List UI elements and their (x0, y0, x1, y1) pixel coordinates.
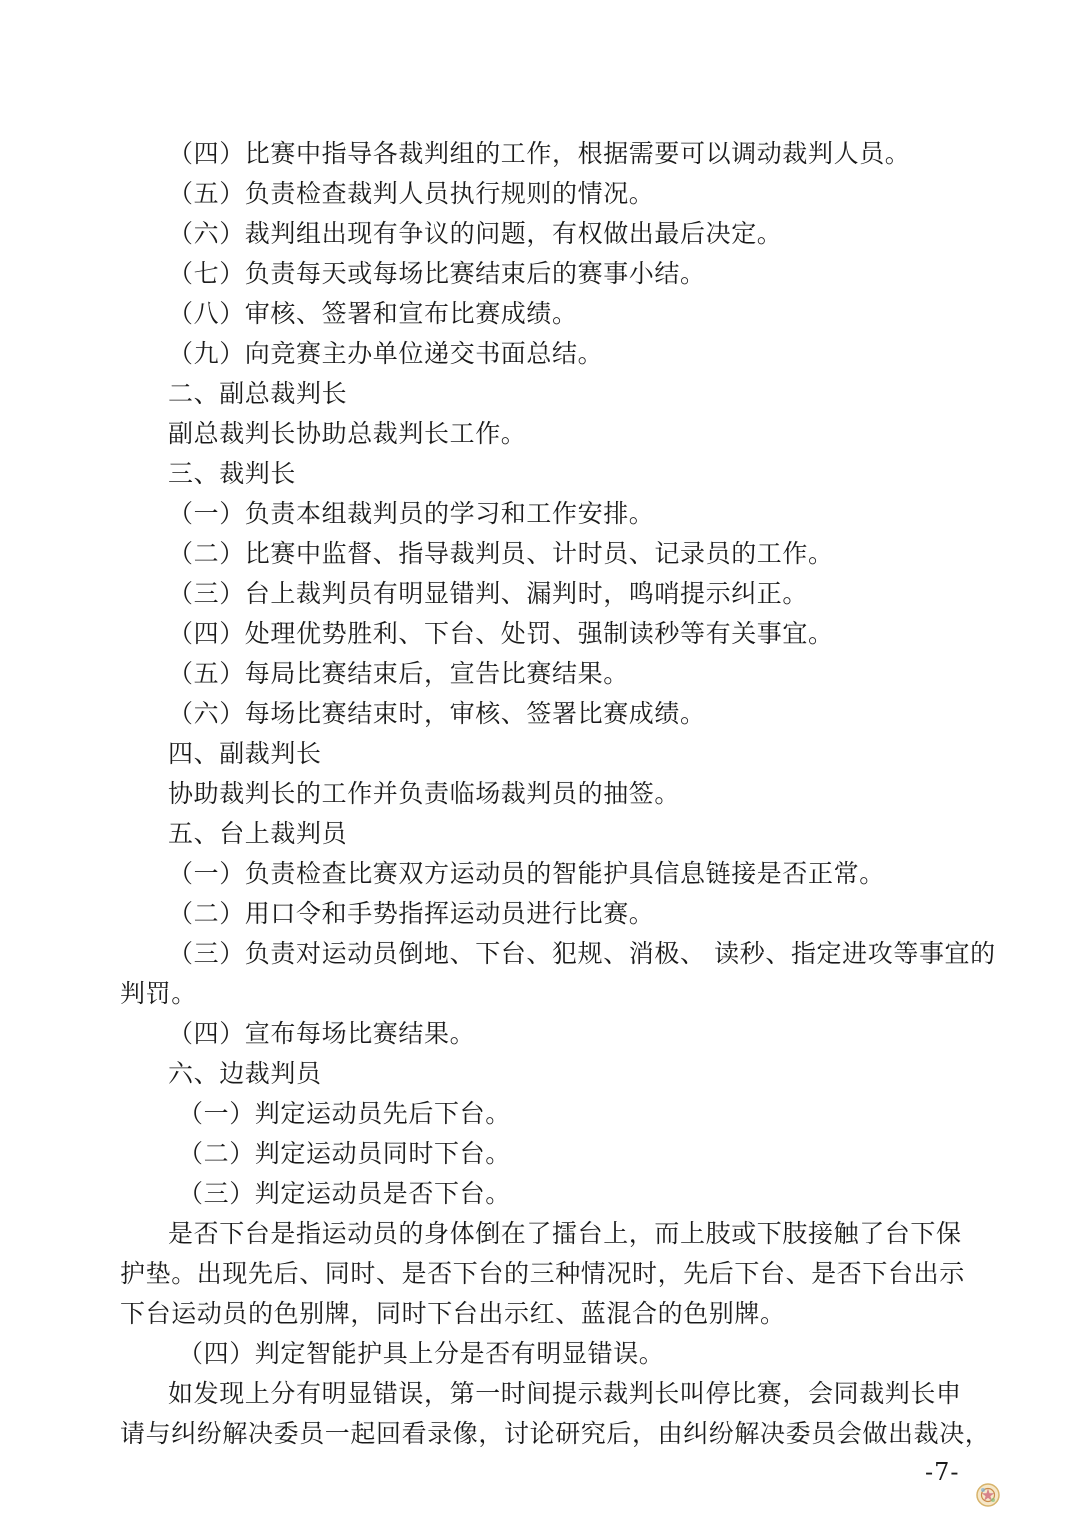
text-line: （四）判定智能护具上分是否有明显错误。 (178, 1339, 665, 1368)
text-line: （二）判定运动员同时下台。 (178, 1139, 511, 1168)
text-line: （四）处理优势胜利、下台、处罚、强制读秒等有关事宜。 (168, 619, 834, 648)
text-line: （八）审核、签署和宣布比赛成绩。 (168, 299, 578, 328)
page-number: -7- (925, 1458, 960, 1486)
text-line: （三）台上裁判员有明显错判、漏判时，鸣哨提示纠正。 (168, 579, 809, 608)
section-heading: 四、副裁判长 (168, 739, 322, 768)
section-heading: 六、边裁判员 (168, 1059, 322, 1088)
text-line: （一）负责本组裁判员的学习和工作安排。 (168, 499, 655, 528)
text-line: （五）每局比赛结束后，宣告比赛结果。 (168, 659, 629, 688)
section-heading: 二、副总裁判长 (168, 379, 348, 408)
text-line: （三）判定运动员是否下台。 (178, 1179, 511, 1208)
text-line: 协助裁判长的工作并负责临场裁判员的抽签。 (168, 779, 681, 808)
text-line: （四）比赛中指导各裁判组的工作，根据需要可以调动裁判人员。 (168, 139, 911, 168)
watermark-seal-icon (975, 1482, 1001, 1508)
text-line: （五）负责检查裁判人员执行规则的情况。 (168, 179, 655, 208)
text-line: （二）用口令和手势指挥运动员进行比赛。 (168, 899, 655, 928)
text-line: 请与纠纷解决委员一起回看录像，讨论研究后，由纠纷解决委员会做出裁决， (120, 1419, 991, 1448)
text-line: （六）裁判组出现有争议的问题，有权做出最后决定。 (168, 219, 783, 248)
text-line: （七）负责每天或每场比赛结束后的赛事小结。 (168, 259, 706, 288)
text-line: （九）向竞赛主办单位递交书面总结。 (168, 339, 604, 368)
text-line: 下台运动员的色别牌，同时下台出示红、蓝混合的色别牌。 (120, 1299, 786, 1328)
text-line: 判罚。 (120, 979, 197, 1008)
text-line: （三）负责对运动员倒地、下台、犯规、消极、 读秒、指定进攻等事宜的 (168, 939, 996, 968)
text-line: （一）负责检查比赛双方运动员的智能护具信息链接是否正常。 (168, 859, 885, 888)
section-heading: 五、台上裁判员 (168, 819, 348, 848)
text-line: 如发现上分有明显错误，第一时间提示裁判长叫停比赛，会同裁判长申 (168, 1379, 962, 1408)
text-line: 是否下台是指运动员的身体倒在了擂台上，而上肢或下肢接触了台下保 (168, 1219, 962, 1248)
section-heading: 三、裁判长 (168, 459, 297, 488)
text-line: （四）宣布每场比赛结果。 (168, 1019, 476, 1048)
text-line: （一）判定运动员先后下台。 (178, 1099, 511, 1128)
text-line: （六）每场比赛结束时，审核、签署比赛成绩。 (168, 699, 706, 728)
text-line: 护垫。出现先后、同时、是否下台的三种情况时，先后下台、是否下台出示 (120, 1259, 965, 1288)
text-line: 副总裁判长协助总裁判长工作。 (168, 419, 527, 448)
text-line: （二）比赛中监督、指导裁判员、计时员、记录员的工作。 (168, 539, 834, 568)
